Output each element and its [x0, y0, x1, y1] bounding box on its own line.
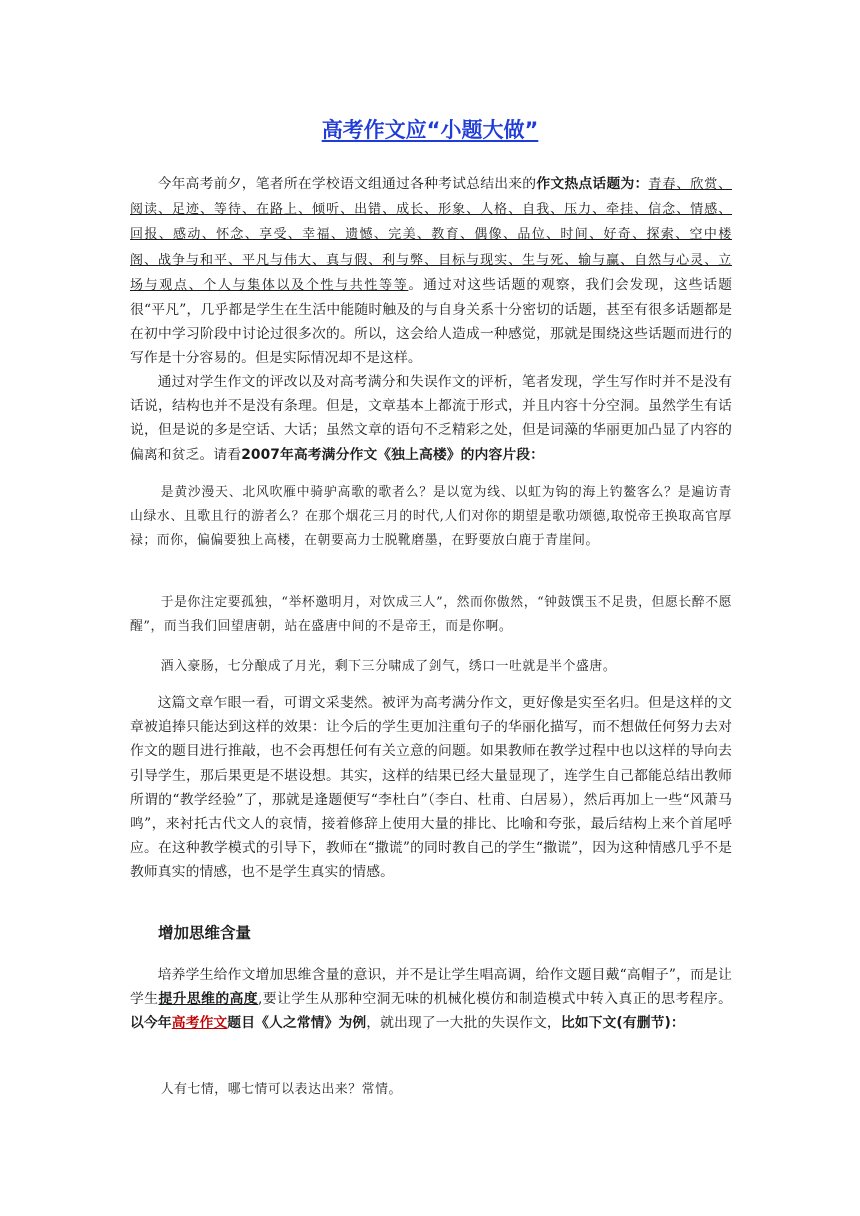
paragraph-critique: 这篇文章乍眼一看，可谓文采斐然。被评为高考满分作文，更好像是实至名归。但是这样的文章被追捧只能达到这样的效果：让今后的学生更加注重句子的华丽化描写，而不想做任何努力去对作文的题目进行推敲，也不会再想任何有关立意的问题。如果教师在教学过程中也以这样的导向去引导学生，那后果更是不堪设想。其实，这样的结果已经大量显现了，连学生自己都能总结出教师所谓的“教学经验”了，那就是逢题便写“李杜白”（李白、杜甫、白居易），然后再加上一些“风萧马鸣”，来衬托古代文人的哀情，接着修辞上使用大量的排比、比喻和夸张，最后结构上来个首尾呼应。在这种教学模式的引导下，教师在“撒谎”的同时教自己的学生“撒谎”，因为这种情感几乎不是教师真实的情感，也不是学生真实的情感。: [130, 695, 732, 881]
p4-g: 比如下文(有删节)：: [560, 1015, 685, 1032]
section-heading: 增加思维含量: [158, 924, 252, 942]
article-title: 高考作文应“小题大做”: [321, 118, 539, 142]
paragraph-analysis: [130, 370, 732, 467]
paragraph-thinking: [130, 963, 732, 1036]
quote-excerpt-3: 酒入豪肠，七分酿成了月光，剩下三分啸成了剑气，绣口一吐就是半个盛唐。: [160, 659, 617, 674]
p4-a: 培养学生给作文增加思维含量的意识，并不是让学生唱高调，给作文题目戴“高帽子”，而是让学生: [130, 967, 732, 1008]
p2-bold: 2007年高考满分作文《独上高楼》的内容片段：: [241, 446, 545, 463]
p1-intro: 今年高考前夕，笔者所在学校语文组通过各种考试总结出来的: [157, 176, 537, 192]
p1-bold-label: 作文热点话题为：: [536, 176, 649, 192]
p1-rest: 。通过对这些话题的观察，我们会发现，这些话题很“平凡”，几乎都是学生在生活中能随时触及的与自身关系十分密切的话题，甚至有很多话题都是在初中学习阶段中讨论过很多次的。所以，这会给人造成一种感觉，那就是围绕这些话题而进行的写作是十分容易的。但是实际情况却不是这样。: [130, 276, 733, 367]
p4-c: ,要让学生从那种空洞无味的机械化模仿和制造模式中转入真正的思考程序。: [258, 991, 732, 1008]
p4-f: ，就出现了一大批的失误作文，: [366, 1015, 561, 1032]
paragraph-hot-topics: [130, 172, 732, 371]
gaokao-essay-link[interactable]: 高考作文: [171, 1015, 228, 1032]
quote-excerpt-2: 于是你注定要孤独，“举杯邀明月，对饮成三人”，然而你傲然，“钟鼓馔玉不足贵，但愿长醉不愿醒”，而当我们回望唐朝，站在盛唐中间的不是帝王，而是你啊。: [130, 595, 732, 634]
p4-e: 题目《人之常情》为例: [227, 1015, 367, 1032]
quote-excerpt-1: 是黄沙漫天、北风吹雁中骑驴高歌的歌者么？是以宽为线、以虹为钩的海上钓鳌客么？是遍访青山绿水、且歌且行的游者么？在那个烟花三月的时代,人们对你的期望是歌功颂德,取悦帝王换取高官厚禄；而你，偏偏要独上高楼，在朝要高力士脱靴磨墨，在野要放白鹿于青崖间。: [130, 485, 732, 548]
article-title-wrap: [0, 114, 860, 144]
hot-topics-list: 青春、欣赏、阅读、足迹、等待、在路上、倾听、出错、成长、形象、人格、自我、压力、牵挂、信念、情感、回报、感动、怀念、享受、幸福、遗憾、完美、教育、偶像、品位、时间、好奇、探索、空中楼阁、战争与和平、平凡与伟大、真与假、利与弊、目标与现实、生与死、输与赢、自然与心灵、立场与观点、个人与集体以及个性与共性等等: [130, 177, 732, 293]
p4-emphasis: 提升思维的高度: [158, 991, 259, 1008]
p4-d: 以今年: [130, 1015, 172, 1032]
quote-excerpt-4: 人有七情，哪七情可以表达出来？常情。: [160, 1082, 402, 1097]
p2-text: 通过对学生作文的评改以及对高考满分和失误作文的评析，笔者发现，学生写作时并不是没有话说，结构也并不是没有条理。但是，文章基本上都流于形式，并且内容十分空洞。虽然学生有话说，但是说的多是空话、大话；虽然文章的语句不乏精彩之处，但是词藻的华丽更加凸显了内容的偏离和贫乏。请看: [130, 374, 732, 463]
